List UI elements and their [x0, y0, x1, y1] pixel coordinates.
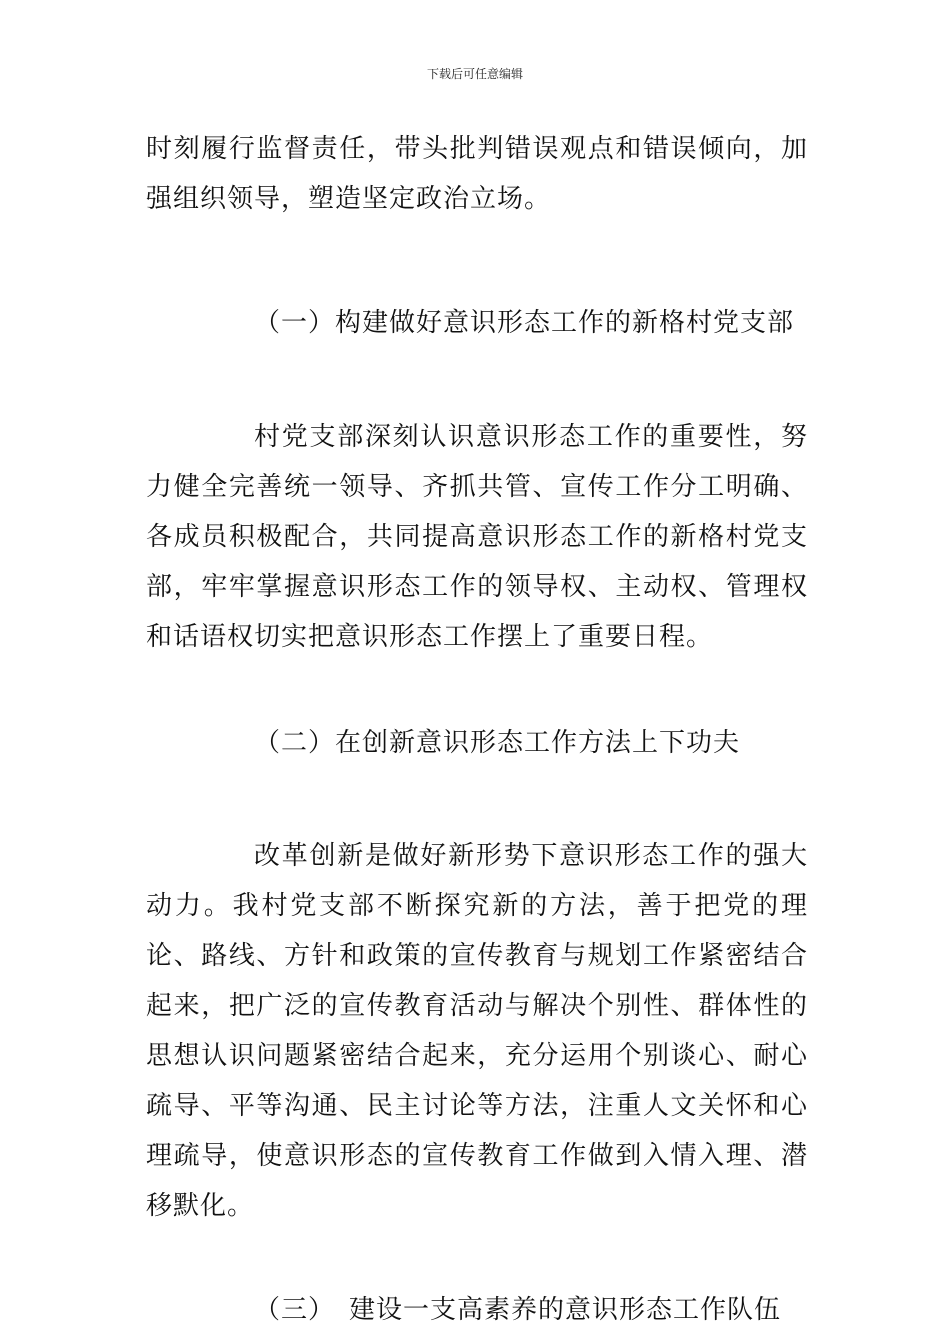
spacer: [146, 348, 808, 412]
paragraph-1: 村党支部深刻认识意识形态工作的重要性，努力健全完善统一领导、齐抓共管、宣传工作分工明确、各成员积极配合，共同提高意识形态工作的新格村党支部，牢牢掌握意识形态工作的领导权、主动权、管理权和话语权切实把意识形态工作摆上了重要日程。: [146, 422, 808, 652]
spacer: [146, 768, 808, 831]
section-heading-3: （三） 建设一支高素养的意识形态工作队伍: [254, 1295, 782, 1325]
spacer: [146, 1231, 808, 1285]
spacer: [146, 662, 808, 718]
document-body: [146, 124, 808, 1335]
paragraph-intro: 时刻履行监督责任，带头批判错误观点和错误倾向，加强组织领导，塑造坚定政治立场。: [146, 134, 808, 214]
section-heading-2: （二）在创新意识形态工作方法上下功夫: [254, 728, 741, 758]
section-heading-1: （一）构建做好意识形态工作的新格村党支部: [254, 308, 795, 338]
header-note: 下载后可任意编辑: [426, 67, 523, 81]
spacer: [146, 224, 808, 298]
paragraph-2: 改革创新是做好新形势下意识形态工作的强大动力。我村党支部不断探究新的方法，善于把党的理论、路线、方针和政策的宣传教育与规划工作紧密结合起来，把广泛的宣传教育活动与解决个别性、群体性的思想认识问题紧密结合起来，充分运用个别谈心、耐心疏导、平等沟通、民主讨论等方法，注重人文关怀和心理疏导，使意识形态的宣传教育工作做到入情入理、潜移默化。: [146, 841, 808, 1221]
